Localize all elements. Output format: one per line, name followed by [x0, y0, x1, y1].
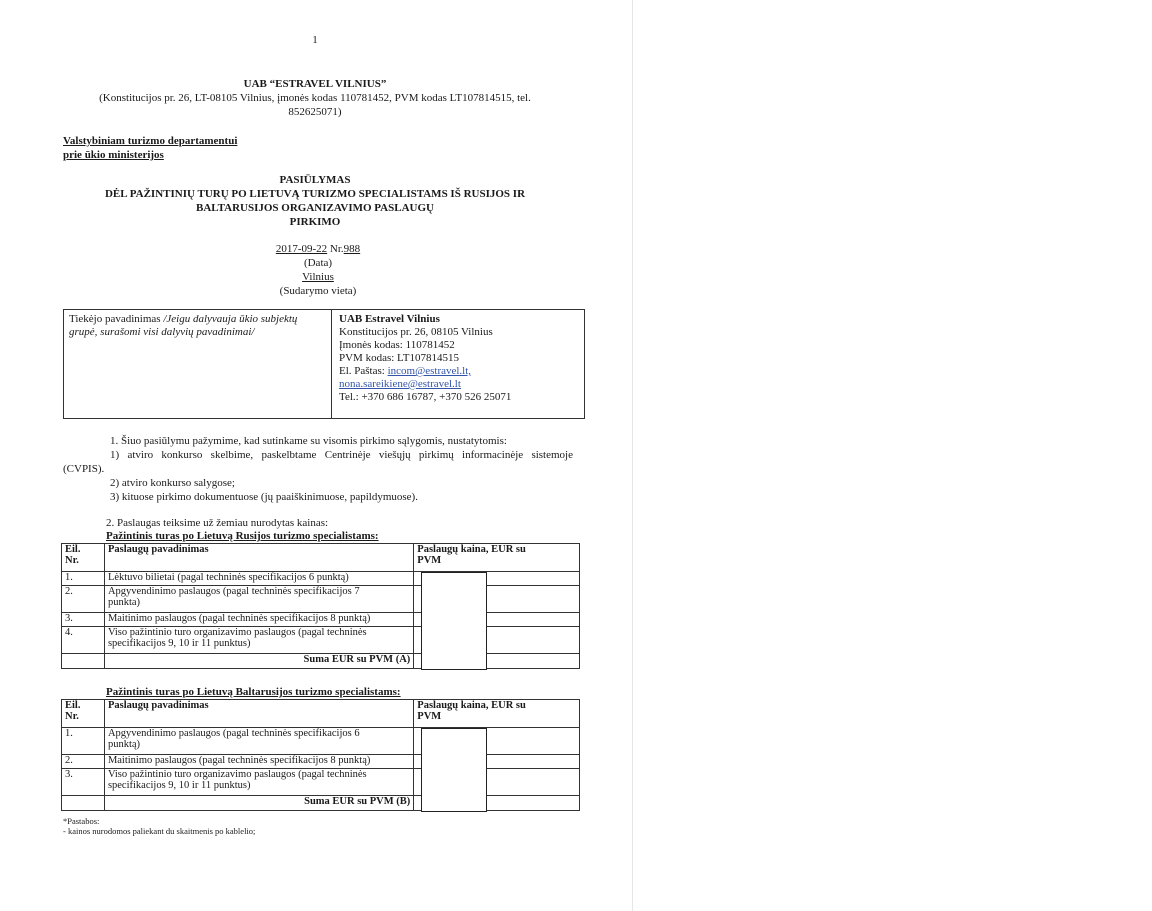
document-title-line4: PIRKIMO	[289, 216, 341, 228]
place-caption: (Sudarymo vieta)	[279, 285, 357, 297]
table-b	[61, 699, 580, 811]
date-caption: (Data)	[303, 257, 333, 269]
email-label: El. Paštas:	[339, 365, 388, 377]
table-b-sum-label: Suma EUR su PVM (B)	[104, 796, 413, 811]
table-row	[62, 613, 580, 627]
supplier-vat-code: PVM kodas: LT107814515	[339, 352, 459, 364]
table-a-sum-nr	[62, 654, 105, 669]
table-b-row2-nr: 2.	[62, 755, 105, 769]
notes-title: *Pastabos:	[63, 816, 100, 826]
supplier-box	[63, 309, 585, 419]
table-a-header	[62, 544, 580, 572]
paragraph-1-item-3: 3) kituose pirkimo dokumentuose (jų paaiškinimuose, papildymuose).	[110, 491, 418, 503]
table-b-head-name: Paslaugų pavadinimas	[104, 700, 413, 728]
redaction-box-b	[421, 728, 487, 812]
supplier-name: UAB Estravel Vilnius	[339, 313, 440, 325]
document-title-line2: DĖL PAŽINTINIŲ TURŲ PO LIETUVĄ TURIZMO SPECIALISTAMS IŠ RUSIJOS IR	[104, 188, 526, 200]
company-name: UAB “ESTRAVEL VILNIUS”	[243, 78, 387, 90]
notes-line1: - kainos nurodomos paliekant du skaitmenis po kablelio;	[63, 826, 256, 836]
table-b-row3-name: Viso pažintinio turo organizavimo paslaugos (pagal techninės specifikacijos 9, 10 ir 11 punktus)	[104, 769, 413, 796]
table-row	[62, 572, 580, 586]
supplier-email-line	[339, 365, 579, 378]
page-number: 1	[312, 34, 318, 46]
table-b-row3-nr: 3.	[62, 769, 105, 796]
table-a-row2-name: Apgyvendinimo paslaugos (pagal techninės specifikacijos 7 punkta)	[104, 586, 413, 613]
table-b-head-nr: Eil. Nr.	[62, 700, 105, 728]
table-a-head-price: Paslaugų kaina, EUR su PVM	[414, 544, 580, 572]
paragraph-1-item-1: 1) atviro konkurso skelbime, paskelbtame Centrinėje viešųjų pirkimų informacinėje sistemoje	[110, 449, 573, 461]
table-a-row3-name: Maitinimo paslaugos (pagal techninės specifikacijos 8 punktą)	[104, 613, 413, 627]
table-b-head-price: Paslaugų kaina, EUR su PVM	[414, 700, 580, 728]
document-number: 988	[343, 243, 361, 255]
company-address-line1: (Konstitucijos pr. 26, LT-08105 Vilnius, įmonės kodas 110781452, PVM kodas LT107814515, tel.	[99, 92, 531, 104]
table-a-row4-nr: 4.	[62, 627, 105, 654]
supplier-details	[339, 313, 579, 404]
document-title-line1: PASIŪLYMAS	[279, 174, 351, 186]
supplier-label-note1: /Jeigu dalyvauja ūkio subjektų	[163, 313, 298, 325]
table-row	[62, 769, 580, 796]
table-a-caption: Pažintinis turas po Lietuvą Rusijos turizmo specialistams:	[106, 530, 379, 542]
recipient-line2: prie ūkio ministerijos	[63, 149, 164, 161]
table-row	[62, 728, 580, 755]
table-row	[62, 755, 580, 769]
table-a-sum-row	[62, 654, 580, 669]
document-date: 2017-09-22	[275, 243, 328, 255]
table-a-row3-nr: 3.	[62, 613, 105, 627]
place: Vilnius	[302, 271, 334, 283]
recipient-line1: Valstybiniam turizmo departamentui	[63, 135, 238, 147]
supplier-label	[69, 313, 327, 339]
table-a-row2-nr: 2.	[62, 586, 105, 613]
table-b-sum-nr	[62, 796, 105, 811]
paragraph-2: 2. Paslaugas teiksime už žemiau nurodytas kainas:	[106, 517, 329, 529]
paragraph-1: 1. Šiuo pasiūlymu pažymime, kad sutinkame su visomis pirkimo sąlygomis, nustatytomis:	[110, 435, 507, 447]
email-link-2[interactable]: nona.sareikiene@estravel.lt	[339, 378, 461, 390]
table-a-head-name: Paslaugų pavadinimas	[104, 544, 413, 572]
table-a-row1-name: Lėktuvo bilietai (pagal techninės specifikacijos 6 punktą)	[104, 572, 413, 586]
supplier-label-text: Tiekėjo pavadinimas	[69, 313, 164, 325]
table-b-row1-name: Apgyvendinimo paslaugos (pagal techninės specifikacijos 6 punktą)	[104, 728, 413, 755]
supplier-company-code: Įmonės kodas: 110781452	[339, 339, 455, 351]
document-title-line3: BALTARUSIJOS ORGANIZAVIMO PASLAUGŲ	[196, 202, 434, 214]
table-b-row2-name: Maitinimo paslaugos (pagal techninės specifikacijos 8 punktą)	[104, 755, 413, 769]
table-row	[62, 627, 580, 654]
supplier-address: Konstitucijos pr. 26, 08105 Vilnius	[339, 326, 493, 338]
table-a-sum-label: Suma EUR su PVM (A)	[104, 654, 413, 669]
supplier-phone: Tel.: +370 686 16787, +370 526 25071	[339, 391, 512, 403]
company-address-line2: 852625071)	[288, 106, 342, 118]
paragraph-1-item-2: 2) atviro konkurso salygose;	[110, 477, 235, 489]
table-a-row4-name: Viso pažintinio turo organizavimo paslaugos (pagal techninės specifikacijos 9, 10 ir 11 punktus)	[104, 627, 413, 654]
email-link-1[interactable]: incom@estravel.lt,	[387, 365, 472, 377]
supplier-label-note2: grupė, surašomi visi dalyvių pavadinimai/	[69, 326, 255, 338]
table-b-caption: Pažintinis turas po Lietuvą Baltarusijos turizmo specialistams:	[106, 686, 401, 698]
table-b-row1-nr: 1.	[62, 728, 105, 755]
table-b-sum-row	[62, 796, 580, 811]
date-line	[200, 243, 436, 256]
table-row	[62, 586, 580, 613]
supplier-box-divider	[331, 310, 332, 418]
table-a	[61, 543, 580, 669]
number-label: Nr.	[329, 243, 344, 255]
table-a-row1-nr: 1.	[62, 572, 105, 586]
redaction-box-a	[421, 572, 487, 670]
table-a-head-nr: Eil. Nr.	[62, 544, 105, 572]
paragraph-1-item-1-cont: (CVPIS).	[63, 463, 105, 475]
table-b-header	[62, 700, 580, 728]
